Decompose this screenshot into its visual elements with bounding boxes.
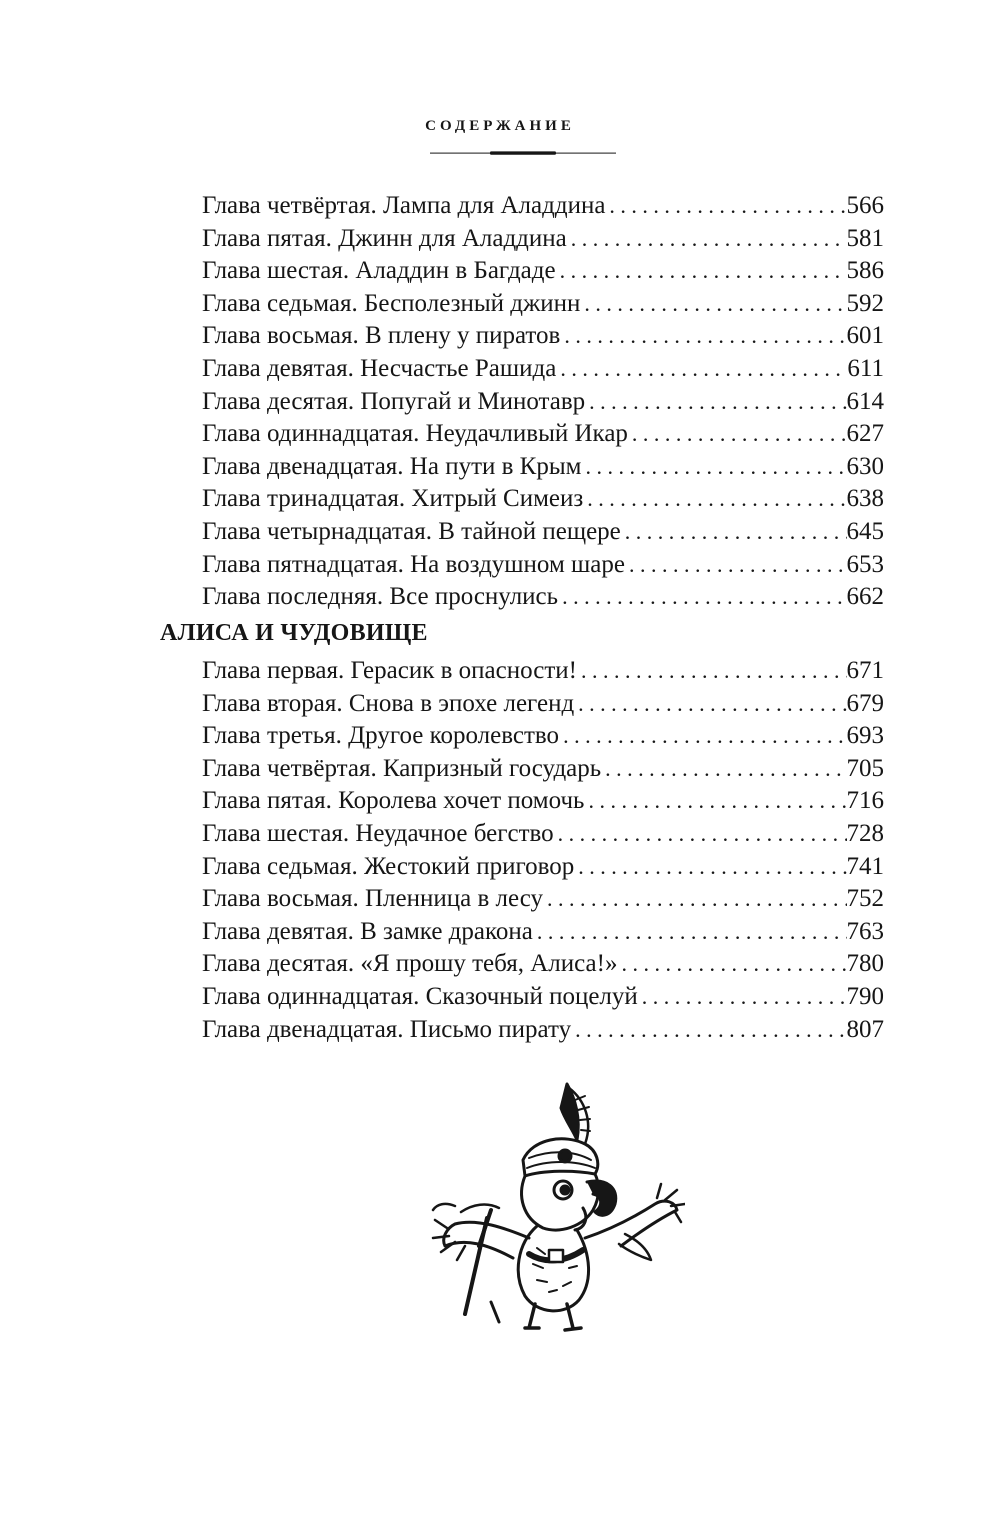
toc-leader-dots [621, 516, 847, 549]
toc-entry[interactable] [202, 320, 884, 353]
toc-leader-dots [625, 549, 847, 582]
toc-leader-dots [638, 981, 847, 1014]
toc-entry-page: 586 [846, 257, 884, 285]
section-title-alisa-i-chudovische: АЛИСА И ЧУДОВИЩЕ [160, 620, 428, 646]
toc-leader-dots [556, 353, 847, 386]
toc-leader-dots [558, 581, 846, 614]
toc-entry[interactable] [202, 288, 884, 321]
toc-entry-page: 671 [846, 657, 884, 684]
toc-entry[interactable] [202, 753, 884, 786]
toc-entry[interactable] [202, 549, 884, 582]
toc-entry[interactable] [202, 785, 884, 818]
toc-leader-dots [574, 688, 846, 721]
toc-entry-page: 807 [846, 1015, 884, 1043]
toc-entry-page: 662 [846, 583, 884, 611]
toc-leader-dots [584, 785, 846, 818]
toc-entry[interactable] [202, 818, 884, 851]
toc-entry-title: Глава пятая. Джинн для Аладдина [202, 224, 567, 252]
toc-entry-title: Глава восьмая. Пленница в лесу [202, 885, 543, 913]
toc-entry[interactable] [202, 655, 884, 688]
toc-leader-dots [574, 851, 846, 884]
page-header-title: СОДЕРЖАНИЕ [425, 118, 575, 134]
toc-entry-page: 601 [846, 322, 884, 350]
toc-entry-title: Глава восьмая. В плену у пиратов [202, 322, 561, 350]
toc-entry-title: Глава девятая. Несчастье Рашида [202, 354, 557, 382]
toc-leader-dots [571, 1014, 846, 1047]
toc-entry[interactable] [202, 451, 884, 484]
toc-entry[interactable] [202, 688, 884, 721]
toc-leader-dots [543, 883, 847, 916]
toc-leader-dots [605, 190, 846, 223]
toc-entry[interactable] [202, 948, 884, 981]
toc-entry-page: 614 [846, 387, 884, 415]
toc-entry-page: 790 [846, 982, 884, 1010]
toc-entry-title: Глава двенадцатая. На пути в Крым [202, 452, 582, 480]
toc-entry-title: Глава седьмая. Бесполезный джинн [202, 289, 581, 317]
toc-entry-page: 752 [846, 885, 884, 913]
toc-leader-dots [601, 753, 846, 786]
toc-entry-page: 630 [846, 452, 884, 480]
toc-entry[interactable] [202, 353, 884, 386]
toc-leader-dots [556, 255, 847, 288]
toc-entry-page: 611 [847, 354, 884, 382]
toc-leader-dots [617, 948, 846, 981]
toc-entry-page: 581 [846, 224, 884, 252]
toc-leader-dots [581, 451, 846, 484]
toc-leader-dots [559, 720, 846, 753]
toc-entry-page: 716 [846, 787, 884, 815]
toc-entry-title: Глава седьмая. Жестокий приговор [202, 852, 575, 880]
toc-leader-dots [583, 483, 846, 516]
toc-entry-page: 693 [846, 722, 884, 750]
toc-entry[interactable] [202, 386, 884, 419]
toc-leader-dots [533, 916, 847, 949]
toc-entry-page: 780 [846, 950, 884, 978]
toc-entry[interactable] [202, 916, 884, 949]
toc-entry-page: 592 [846, 289, 884, 317]
toc-entry-page: 653 [846, 550, 884, 578]
toc-entry[interactable] [202, 418, 884, 451]
toc-entry[interactable] [202, 190, 884, 223]
toc-entry[interactable] [202, 516, 884, 549]
toc-entry-title: Глава девятая. В замке дракона [202, 917, 533, 945]
header-divider [430, 151, 616, 156]
toc-entry-title: Глава двенадцатая. Письмо пирату [202, 1015, 572, 1043]
toc-leader-dots [628, 418, 847, 451]
toc-entry-page: 645 [846, 517, 884, 545]
toc-entry[interactable] [202, 581, 884, 614]
toc-leader-dots [560, 320, 846, 353]
toc-entry-page: 705 [846, 754, 884, 782]
toc-entry-title: Глава первая. Герасик в опасности! [202, 657, 577, 684]
toc-entry[interactable] [202, 483, 884, 516]
toc-entry-title: Глава последняя. Все проснулись [202, 583, 559, 611]
toc-entry-title: Глава четвёртая. Капризный государь [202, 754, 602, 782]
toc-entry-title: Глава тринадцатая. Хитрый Симеиз [202, 485, 584, 513]
toc-leader-dots [585, 386, 846, 419]
toc-leader-dots [567, 223, 847, 256]
toc-entry-title: Глава пятнадцатая. На воздушном шаре [202, 550, 625, 578]
toc-entry[interactable] [202, 981, 884, 1014]
toc-entry-page: 763 [846, 917, 884, 945]
toc-entry-title: Глава вторая. Снова в эпохе легенд [202, 689, 575, 717]
toc-entry-title: Глава четырнадцатая. В тайной пещере [202, 517, 621, 545]
toc-entry-page: 627 [846, 420, 884, 448]
toc-entry-title: Глава шестая. Аладдин в Багдаде [202, 257, 556, 285]
toc-entry[interactable] [202, 720, 884, 753]
toc-entry-title: Глава третья. Другое королевство [202, 722, 560, 750]
parrot-pirate-icon [425, 1078, 685, 1343]
toc-entry[interactable] [202, 851, 884, 884]
toc-entry-page: 741 [846, 852, 884, 880]
toc-entry[interactable] [202, 883, 884, 916]
toc-leader-dots [580, 288, 846, 321]
toc-entry-page: 679 [846, 689, 884, 717]
toc-entry-title: Глава одиннадцатая. Сказочный поцелуй [202, 982, 638, 1010]
toc-leader-dots [577, 655, 847, 688]
toc-entry-page: 638 [846, 485, 884, 513]
toc-entry-title: Глава пятая. Королева хочет помочь [202, 787, 585, 815]
toc-entry[interactable] [202, 255, 884, 288]
toc-part-1 [202, 190, 884, 614]
toc-entry-page: 728 [846, 819, 884, 847]
toc-part-2 [202, 655, 884, 1046]
toc-entry-title: Глава десятая. «Я прошу тебя, Алиса!» [202, 950, 618, 978]
toc-entry-title: Глава десятая. Попугай и Минотавр [202, 387, 586, 415]
toc-leader-dots [554, 818, 847, 851]
toc-entry[interactable] [202, 1014, 884, 1047]
toc-entry-title: Глава шестая. Неудачное бегство [202, 819, 554, 847]
toc-entry-title: Глава одиннадцатая. Неудачливый Икар [202, 420, 628, 448]
toc-entry-page: 566 [846, 192, 884, 219]
toc-entry[interactable] [202, 223, 884, 256]
toc-entry-title: Глава четвёртая. Лампа для Аладдина [202, 192, 606, 219]
